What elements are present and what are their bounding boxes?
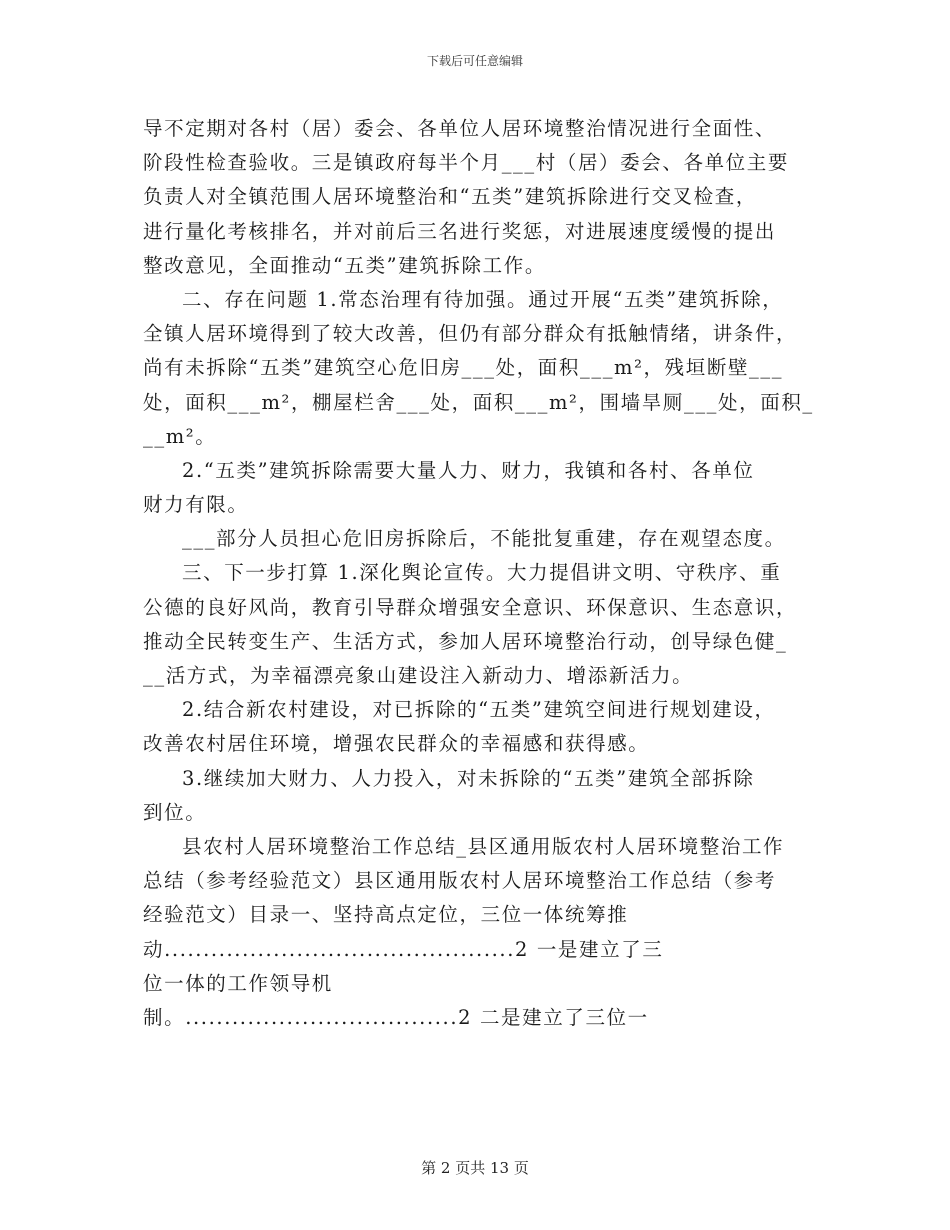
text-line: 整改意见，全面推动“五类”建筑拆除工作。 <box>143 253 546 277</box>
text-line: 2.结合新农村建设，对已拆除的“五类”建筑空间进行规划建设， <box>182 698 776 722</box>
text-line: 财力有限。 <box>143 493 249 517</box>
text-line: ___部分人员担心危旧房拆除后，不能批复重建，存在观望态度。 <box>182 527 786 551</box>
page-header: 下载后可任意编辑 <box>426 54 523 68</box>
text-line: 三、下一步打算 1.深化舆论宣传。大力提倡讲文明、守秩序、重 <box>182 561 782 585</box>
text-line: 动.............................................2 一是建立了三 <box>143 937 664 961</box>
text-line: 县农村人居环境整治工作总结_县区通用版农村人居环境整治工作 <box>182 834 785 858</box>
text-line: 公德的良好风尚，教育引导群众增强安全意识、环保意识、生态意识， <box>143 595 798 619</box>
text-line: 阶段性检查验收。三是镇政府每半个月___村（居）委会、各单位主要 <box>143 151 789 175</box>
text-line: 全镇人居环境得到了较大改善，但仍有部分群众有抵触情绪，讲条件， <box>143 322 798 346</box>
page-number-footer: 第 2 页共 13 页 <box>421 1159 529 1177</box>
text-line: __活方式，为幸福漂亮象山建设注入新动力、增添新活力。 <box>143 664 694 687</box>
text-line: 到位。 <box>143 800 207 824</box>
text-line: __m²。 <box>143 424 217 448</box>
text-line: 导不定期对各村（居）委会、各单位人居环境整治情况进行全面性、 <box>143 117 777 140</box>
text-line: 制。...................................2 二是建立了三位一 <box>143 1005 649 1029</box>
text-line: 改善农村居住环境，增强农民群众的幸福感和获得感。 <box>143 732 650 756</box>
text-line: 经验范文）目录一、坚持高点定位，三位一体统筹推 <box>143 903 629 927</box>
text-line: 二、存在问题 1.常态治理有待加强。通过开展“五类”建筑拆除， <box>182 287 784 311</box>
text-line: 尚有未拆除“五类”建筑空心危旧房___处，面积___m²，残垣断壁___ <box>143 356 784 380</box>
text-line: 处，面积___m²，棚屋栏舍___处，面积___m²，围墙旱厕___处，面积_ <box>143 390 814 414</box>
text-line: 2.“五类”建筑拆除需要大量人力、财力，我镇和各村、各单位 <box>182 458 755 482</box>
text-line: 推动全民转变生产、生活方式，参加人居环境整治行动，创导绿色健_ <box>143 629 788 653</box>
text-line: 位一体的工作领导机 <box>143 971 333 995</box>
document-body <box>143 112 815 1035</box>
text-line: 总结（参考经验范文）县区通用版农村人居环境整治工作总结（参考 <box>143 869 777 893</box>
text-line: 负责人对全镇范围人居环境整治和“五类”建筑拆除进行交叉检查， <box>143 185 757 209</box>
text-line: 进行量化考核排名，并对前后三名进行奖惩，对进展速度缓慢的提出 <box>143 219 777 243</box>
text-line: 3.继续加大财力、人力投入，对未拆除的“五类”建筑全部拆除 <box>182 766 755 790</box>
